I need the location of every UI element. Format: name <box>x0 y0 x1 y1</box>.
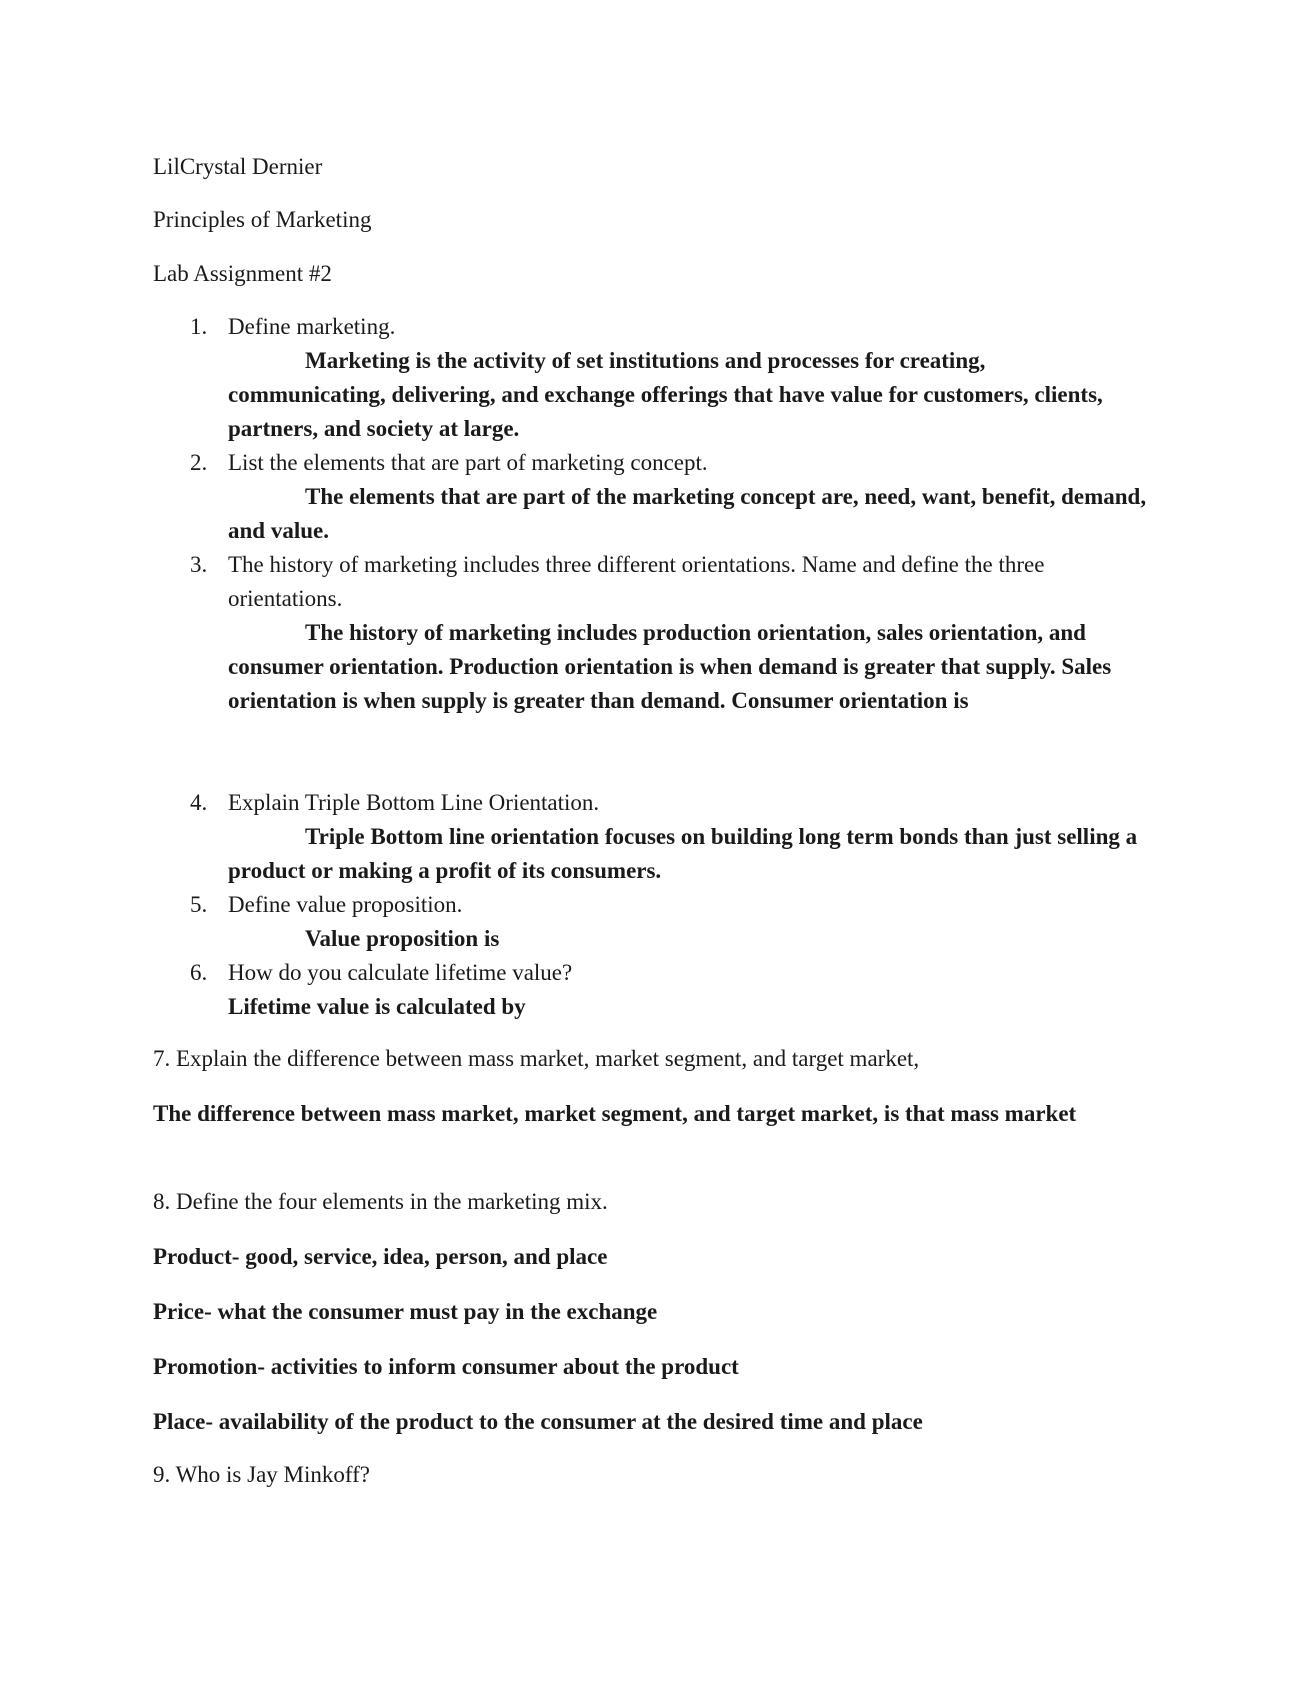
answer-text: Product- good, service, idea, person, and place <box>153 1244 608 1269</box>
question-number: 3. <box>190 552 208 577</box>
question-text: Explain Triple Bottom Line Orientation. <box>228 790 600 815</box>
answer-text: Promotion- activities to inform consumer about the product <box>153 1354 739 1379</box>
question-number: 6. <box>190 960 208 985</box>
question-text: 9. Who is Jay Minkoff? <box>153 1462 370 1487</box>
question-number: 1. <box>190 314 208 339</box>
question-number: 2. <box>190 450 208 475</box>
answer-text: Price- what the consumer must pay in the exchange <box>153 1299 658 1324</box>
question-text: 7. Explain the difference between mass market, market segment, and target market, <box>153 1046 920 1071</box>
course-title: Principles of Marketing <box>153 207 372 232</box>
student-name: LilCrystal Dernier <box>153 154 323 179</box>
answer-text: Marketing is the activity of set institutions and processes for creating, communicating, delivering, and exchange offerings that have value for customers, clients, partners, and society at large. <box>228 348 1103 441</box>
answer-text: Lifetime value is calculated by <box>228 994 526 1019</box>
question-text: Define value proposition. <box>228 892 463 917</box>
answer-text: Value proposition is <box>305 926 500 951</box>
answer-text: The difference between mass market, market segment, and target market, is that mass market <box>153 1101 1077 1126</box>
question-number: 5. <box>190 892 208 917</box>
question-text: Define marketing. <box>228 314 396 339</box>
question-text: 8. Define the four elements in the marketing mix. <box>153 1189 608 1214</box>
question-text: The history of marketing includes three different orientations. Name and define the three orientations. <box>228 552 1045 611</box>
answer-text: The history of marketing includes production orientation, sales orientation, and consumer orientation. Production orientation is when demand is greater that supply. Sales orientation is when supply is greater than demand. Consumer orientation is <box>228 620 1112 713</box>
answer-text: The elements that are part of the marketing concept are, need, want, benefit, demand, and value. <box>228 484 1147 543</box>
question-text: How do you calculate lifetime value? <box>228 960 573 985</box>
answer-text: Triple Bottom line orientation focuses on building long term bonds than just selling a product or making a profit of its consumers. <box>228 824 1138 883</box>
assignment-title: Lab Assignment #2 <box>153 261 332 286</box>
question-number: 4. <box>190 790 208 815</box>
question-text: List the elements that are part of marketing concept. <box>228 450 708 475</box>
answer-text: Place- availability of the product to the consumer at the desired time and place <box>153 1409 923 1434</box>
